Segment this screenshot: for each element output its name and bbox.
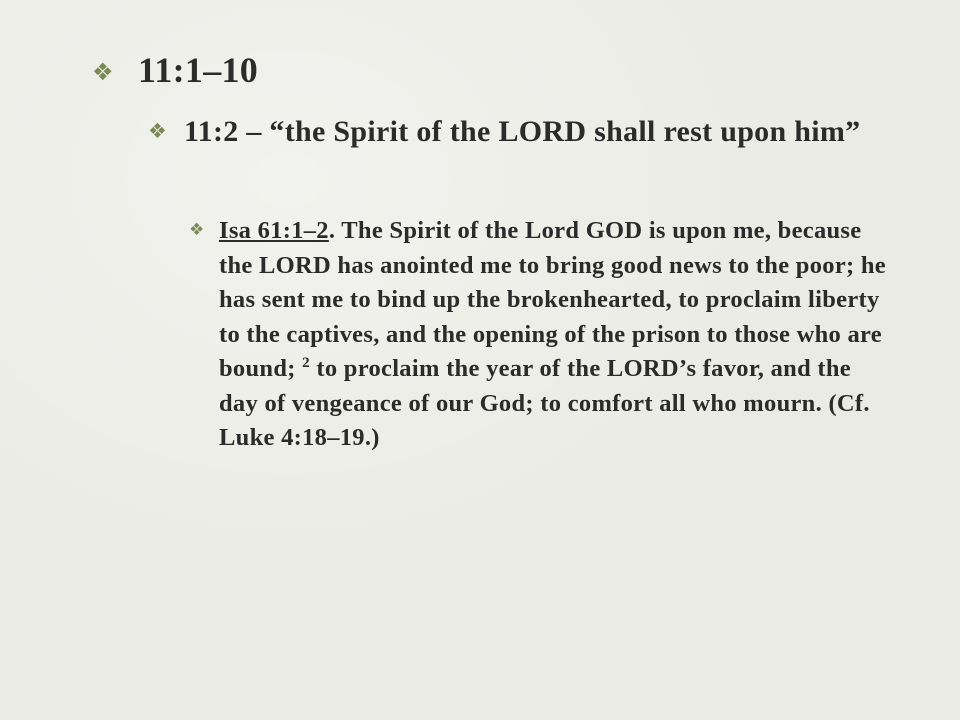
bullet-level-3 xyxy=(189,214,889,456)
subheading-verse: 11:2 – “the Spirit of the LORD shall rest upon him” xyxy=(184,115,861,148)
bullet-level-2 xyxy=(148,112,888,152)
verse-number: 2 xyxy=(302,355,310,371)
four-petal-diamond-icon: ❖ xyxy=(148,119,167,143)
four-petal-diamond-icon: ❖ xyxy=(189,220,205,240)
four-petal-diamond-icon: ❖ xyxy=(92,58,114,86)
bullet-level-1 xyxy=(92,48,892,92)
quote-text-part-1: . The Spirit of the Lord GOD is upon me, because the LORD has anointed me to bring good news to the poor; he has sent me to bind up the brokenhearted, to proclaim liberty to the captives, and the opening of the prison to those who are bound; xyxy=(219,217,886,382)
quote-text-part-2: to proclaim the year of the LORD’s favor, and the day of vengeance of our God; to comfort all who mourn. (Cf. Luke 4:18–19.) xyxy=(219,355,870,451)
scripture-quote xyxy=(219,214,889,456)
heading-reference: 11:1–10 xyxy=(138,50,259,90)
scripture-reference-link[interactable]: Isa 61:1–2 xyxy=(219,217,329,244)
